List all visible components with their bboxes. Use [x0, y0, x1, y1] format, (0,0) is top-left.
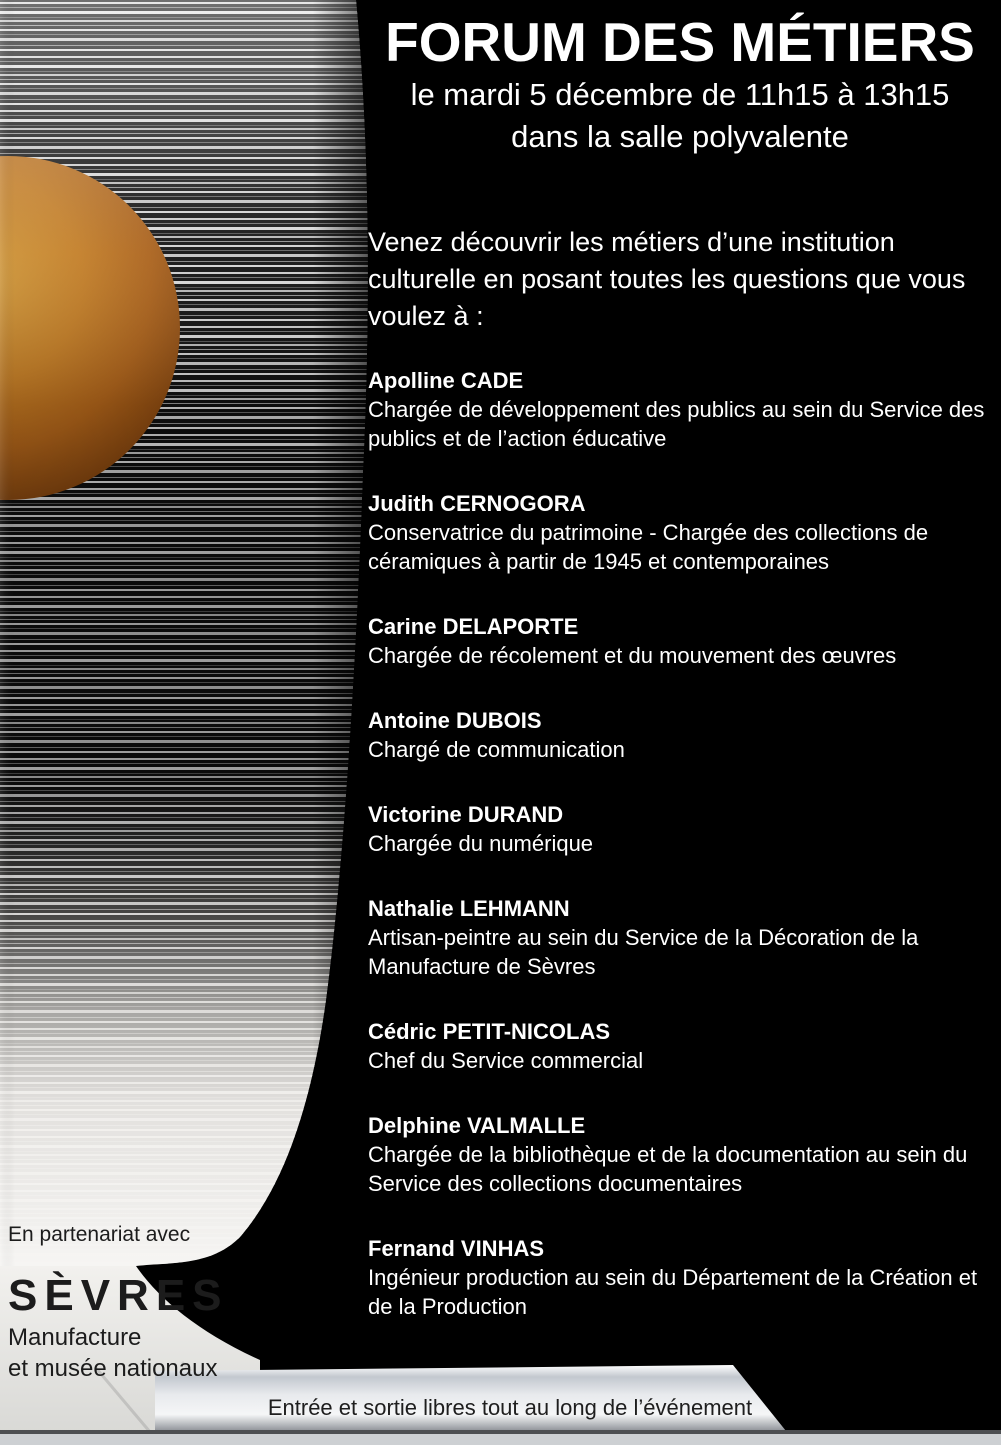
participant-role: Ingénieur production au sein du Département de la Création et de la Production: [368, 1265, 978, 1319]
participant-name: Apolline CADE: [368, 368, 524, 393]
participant-entry: [368, 366, 988, 453]
intro-text: Venez découvrir les métiers d’une institution culturelle en posant toutes les questions que vous voulez à :: [368, 227, 966, 331]
participant-role: Artisan-peintre au sein du Service de la Décoration de la Manufacture de Sèvres: [368, 925, 919, 979]
participant-entry: [368, 800, 988, 858]
event-location: dans la salle polyvalente: [511, 119, 849, 154]
participant-name: Victorine DURAND: [368, 802, 564, 827]
participant-name: Fernand VINHAS: [368, 1236, 545, 1261]
partner-subtitle-2: et musée nationaux: [8, 1355, 218, 1382]
participant-name: Judith CERNOGORA: [368, 491, 586, 516]
partner-subtitle-1: Manufacture: [8, 1324, 142, 1351]
partner-label: En partenariat avec: [8, 1223, 191, 1246]
participant-entry: [368, 706, 988, 764]
participant-role: Chargée de la bibliothèque et de la documentation au sein du Service des collections documentaires: [368, 1142, 968, 1196]
participant-name: Antoine DUBOIS: [368, 708, 542, 733]
participant-entry: [368, 1017, 988, 1075]
participant-name: Delphine VALMALLE: [368, 1113, 586, 1138]
participants-list: [368, 366, 988, 1357]
participant-role: Chef du Service commercial: [368, 1048, 644, 1073]
participant-entry: [368, 489, 988, 576]
participant-entry: [368, 612, 988, 670]
event-date: le mardi 5 décembre de 11h15 à 13h15: [410, 77, 950, 112]
participant-role: Conservatrice du patrimoine - Chargée des collections de céramiques à partir de 1945 et contemporaines: [368, 520, 929, 574]
poster-title: FORUM DES MÉTIERS: [385, 11, 975, 73]
participant-role: Chargée de récolement et du mouvement des œuvres: [368, 643, 897, 668]
footer-note: Entrée et sortie libres tout au long de l’événement: [267, 1395, 753, 1420]
participant-role: Chargée du numérique: [368, 831, 594, 856]
participant-role: Chargé de communication: [368, 737, 625, 762]
participant-entry: [368, 1234, 988, 1321]
participant-name: Cédric PETIT-NICOLAS: [368, 1019, 611, 1044]
title-block: [368, 10, 992, 158]
bottom-strip: [0, 1434, 1001, 1445]
participant-role: Chargée de développement des publics au sein du Service des publics et de l’action éducative: [368, 397, 985, 451]
partner-block: [8, 1222, 338, 1384]
participant-entry: [368, 1111, 988, 1198]
participant-name: Nathalie LEHMANN: [368, 896, 570, 921]
participant-entry: [368, 894, 988, 981]
partner-name: SÈVRES: [8, 1271, 229, 1320]
bottom-divider-line: [0, 1430, 1001, 1434]
participant-name: Carine DELAPORTE: [368, 614, 579, 639]
